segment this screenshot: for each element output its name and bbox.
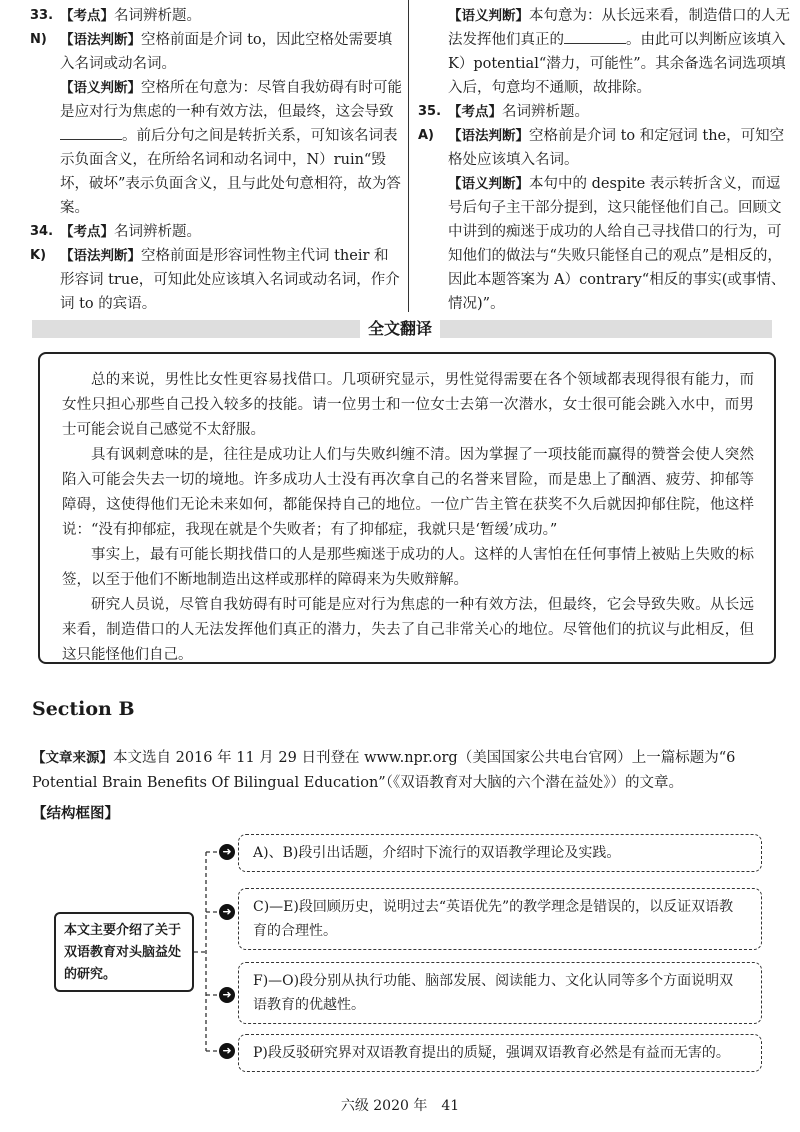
structure-branch: A)、B)段引出话题，介绍时下流行的双语教学理论及实践。 (238, 834, 762, 872)
page-footer: 六级 2020 年 41 (340, 1098, 460, 1114)
q35-topic: 35. 【考点】名词辨析题。 (418, 104, 589, 120)
q33-semantic: 【语义判断】空格所在句意为：尽管自我妨碍有时可能是应对行为焦虑的一种有效方法，但最终，这会导致。前后分句之间是转折关系，可知该名词表示负面含义，在所给名词和动名词中，N）ruin“毁坏，破坏”表示负面含义，且与此处句意相符，故为答案。 (60, 80, 402, 216)
circled-right-arrow-icon: ➜ (219, 844, 235, 860)
structure-branch: C)—E)段回顾历史，说明过去“英语优先”的教学理念是错误的，以反证双语教育的合理性。 (238, 888, 762, 950)
translation-paragraph: 总的来说，男性比女性更容易找借口。几项研究显示，男性觉得需要在各个领域都表现得很有能力，而女性只担心那些自己投入较多的技能。请一位男士和一位女士去第一次潜水，女士很可能会跳入水中，而男士可能会说自己感觉不太舒服。 (62, 372, 754, 438)
q34-grammar: K) 【语法判断】空格前面是形容词性物主代词 their 和形容词 true，可知此处应该填入名词或动名词，作介词 to 的宾语。 (30, 248, 400, 312)
q35-semantic: 【语义判断】本句中的 despite 表示转折含义，而逗号后句子主干部分提到，这只能怪他们自己。回顾文中讲到的痴迷于成功的人给自己寻找借口的行为，可知他们的做法与“失败只能怪自己的观点”是相反的，因此本题答案为 A）contrary“相反的事实(或事情、情况)”。 (448, 176, 786, 312)
section-b-heading: Section B (32, 698, 135, 720)
circled-right-arrow-icon: ➜ (219, 1043, 235, 1059)
q33-grammar: N) 【语法判断】空格前面是介词 to，因此空格处需要填入名词或动名词。 (30, 32, 393, 72)
translation-paragraph: 事实上，最有可能长期找借口的人是那些痴迷于成功的人。这样的人害怕在任何事情上被贴上失败的标签，以至于他们不断地制造出这样或那样的障碍来为失败辩解。 (62, 547, 754, 588)
q34-topic: 34. 【考点】名词辨析题。 (30, 224, 201, 240)
q33-topic: 33. 【考点】名词辨析题。 (30, 8, 201, 24)
structure-heading: 【结构框图】 (32, 806, 119, 822)
circled-right-arrow-icon: ➜ (219, 987, 235, 1003)
translation-paragraph: 具有讽刺意味的是，往往是成功让人们与失败纠缠不清。因为掌握了一项技能而赢得的赞誉会使人突然陷入可能会失去一切的境地。许多成功人士没有再次拿自己的名誉来冒险，而是患上了酗酒、疲劳、抑郁等障碍，这使得他们无论未来如何，都能保持自己的地位。一位广告主管在获奖不久后就因抑郁住院，他这样说：“没有抑郁症，我现在就是个失败者；有了抑郁症，我就只是‘暂缓’成功。” (62, 447, 754, 538)
structure-branch: F)—O)段分别从执行功能、脑部发展、阅读能力、文化认同等多个方面说明双语教育的优越性。 (238, 962, 762, 1024)
circled-right-arrow-icon: ➜ (219, 904, 235, 920)
translation-paragraph: 研究人员说，尽管自我妨碍有时可能是应对行为焦虑的一种有效方法，但最终，它会导致失败。从长远来看，制造借口的人无法发挥他们真正的潜力，失去了自己非常关心的地位。尽管他们的抗议与此相反，但这只能怪他们自己。 (62, 597, 754, 663)
article-source: 【文章来源】本文选自 2016 年 11 月 29 日刊登在 www.npr.org（美国国家公共电台官网）上一篇标题为“6 Potential Brain Benefits Of Bilingual Education”（《双语教育对大脑的六个潜在益处》）的文章。 (32, 750, 736, 791)
translation-heading: 全文翻译 (0, 316, 800, 339)
q34-semantic: 【语义判断】本句意为：从长远来看，制造借口的人无法发挥他们真正的 。由此可以判断应该填入 K）potential“潜力，可能性”。其余备选名词选项填入后，句意均不通顺，故排除。 (448, 8, 790, 96)
structure-branch: P)段反驳研究界对双语教育提出的质疑，强调双语教育必然是有益而无害的。 (238, 1034, 762, 1072)
q35-grammar: A) 【语法判断】空格前是介词 to 和定冠词 the，可知空格处应该填入名词。 (418, 128, 785, 168)
main-idea-box: 本文主要介绍了关于双语教育对头脑益处的研究。 (54, 912, 194, 992)
